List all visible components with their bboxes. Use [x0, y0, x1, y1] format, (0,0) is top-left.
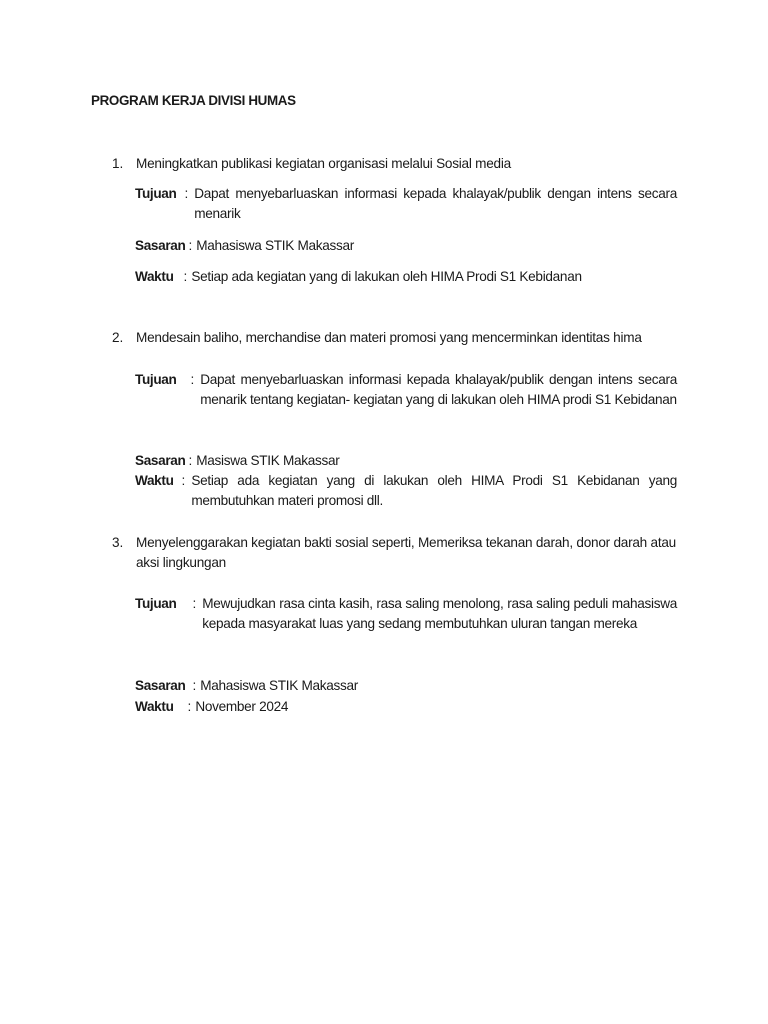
sasaran-value: Mahasiswa STIK Makassar [196, 238, 355, 253]
item-text: Mendesain baliho, merchandise dan materi promosi yang mencerminkan identitas hima [136, 330, 642, 345]
item-1-waktu-row [135, 267, 677, 287]
document-title: PROGRAM KERJA DIVISI HUMAS [91, 93, 296, 108]
waktu-colon: : [181, 473, 186, 488]
item-1-sasaran-row [135, 236, 677, 256]
sasaran-colon: : [192, 678, 197, 693]
program-item-1 [112, 154, 678, 174]
waktu-colon: : [183, 269, 188, 284]
tujuan-label: Tujuan [135, 186, 177, 201]
item-2-waktu-row [135, 471, 677, 512]
waktu-label: Waktu [135, 269, 174, 284]
item-2-tujuan-row [135, 370, 677, 411]
program-item-heading [112, 533, 678, 574]
tujuan-value: Mewujudkan rasa cinta kasih, rasa saling menolong, rasa saling peduli mahasiswa kepada masyarakat luas yang sedang membutuhkan uluran tangan mereka [202, 596, 677, 632]
item-3-tujuan-row [135, 594, 677, 635]
waktu-value: November 2024 [195, 699, 289, 714]
program-item-3 [112, 533, 678, 574]
waktu-colon: : [187, 699, 192, 714]
waktu-value: Setiap ada kegiatan yang di lakukan oleh HIMA Prodi S1 Kebidanan [191, 269, 582, 284]
program-item-2 [112, 328, 678, 348]
item-text: Menyelenggarakan kegiatan bakti sosial seperti, Memeriksa tekanan darah, donor darah atau aksi lingkungan [136, 535, 676, 571]
tujuan-colon: : [190, 372, 195, 387]
item-number: 2. [112, 330, 124, 345]
tujuan-value: Dapat menyebarluaskan informasi kepada khalayak/publik dengan intens secara menarik tentang kegiatan- kegiatan yang di lakukan oleh HIMA prodi S1 Kebidanan [200, 372, 677, 408]
waktu-label: Waktu [135, 473, 174, 488]
sasaran-label: Sasaran [135, 678, 186, 693]
tujuan-label: Tujuan [135, 596, 177, 611]
item-number: 1. [112, 156, 124, 171]
waktu-label: Waktu [135, 699, 174, 714]
item-text: Meningkatkan publikasi kegiatan organisasi melalui Sosial media [136, 156, 511, 171]
sasaran-colon: : [188, 453, 193, 468]
sasaran-value: Mahasiswa STIK Makassar [200, 678, 359, 693]
tujuan-value: Dapat menyebarluaskan informasi kepada khalayak/publik dengan intens secara menarik [194, 186, 677, 222]
item-1-tujuan-row [135, 184, 677, 225]
tujuan-colon: : [192, 596, 197, 611]
item-2-sasaran-row [135, 451, 677, 471]
item-3-waktu-row [135, 697, 677, 717]
sasaran-colon: : [188, 238, 193, 253]
sasaran-value: Masiswa STIK Makassar [196, 453, 340, 468]
sasaran-label: Sasaran [135, 453, 186, 468]
item-3-sasaran-row [135, 676, 677, 696]
tujuan-colon: : [184, 186, 189, 201]
sasaran-label: Sasaran [135, 238, 186, 253]
item-number: 3. [112, 535, 124, 550]
program-item-heading [112, 328, 678, 348]
waktu-value: Setiap ada kegiatan yang di lakukan oleh HIMA Prodi S1 Kebidanan yang membutuhkan materi promosi dll. [191, 473, 677, 509]
tujuan-label: Tujuan [135, 372, 177, 387]
program-item-heading [112, 154, 678, 174]
